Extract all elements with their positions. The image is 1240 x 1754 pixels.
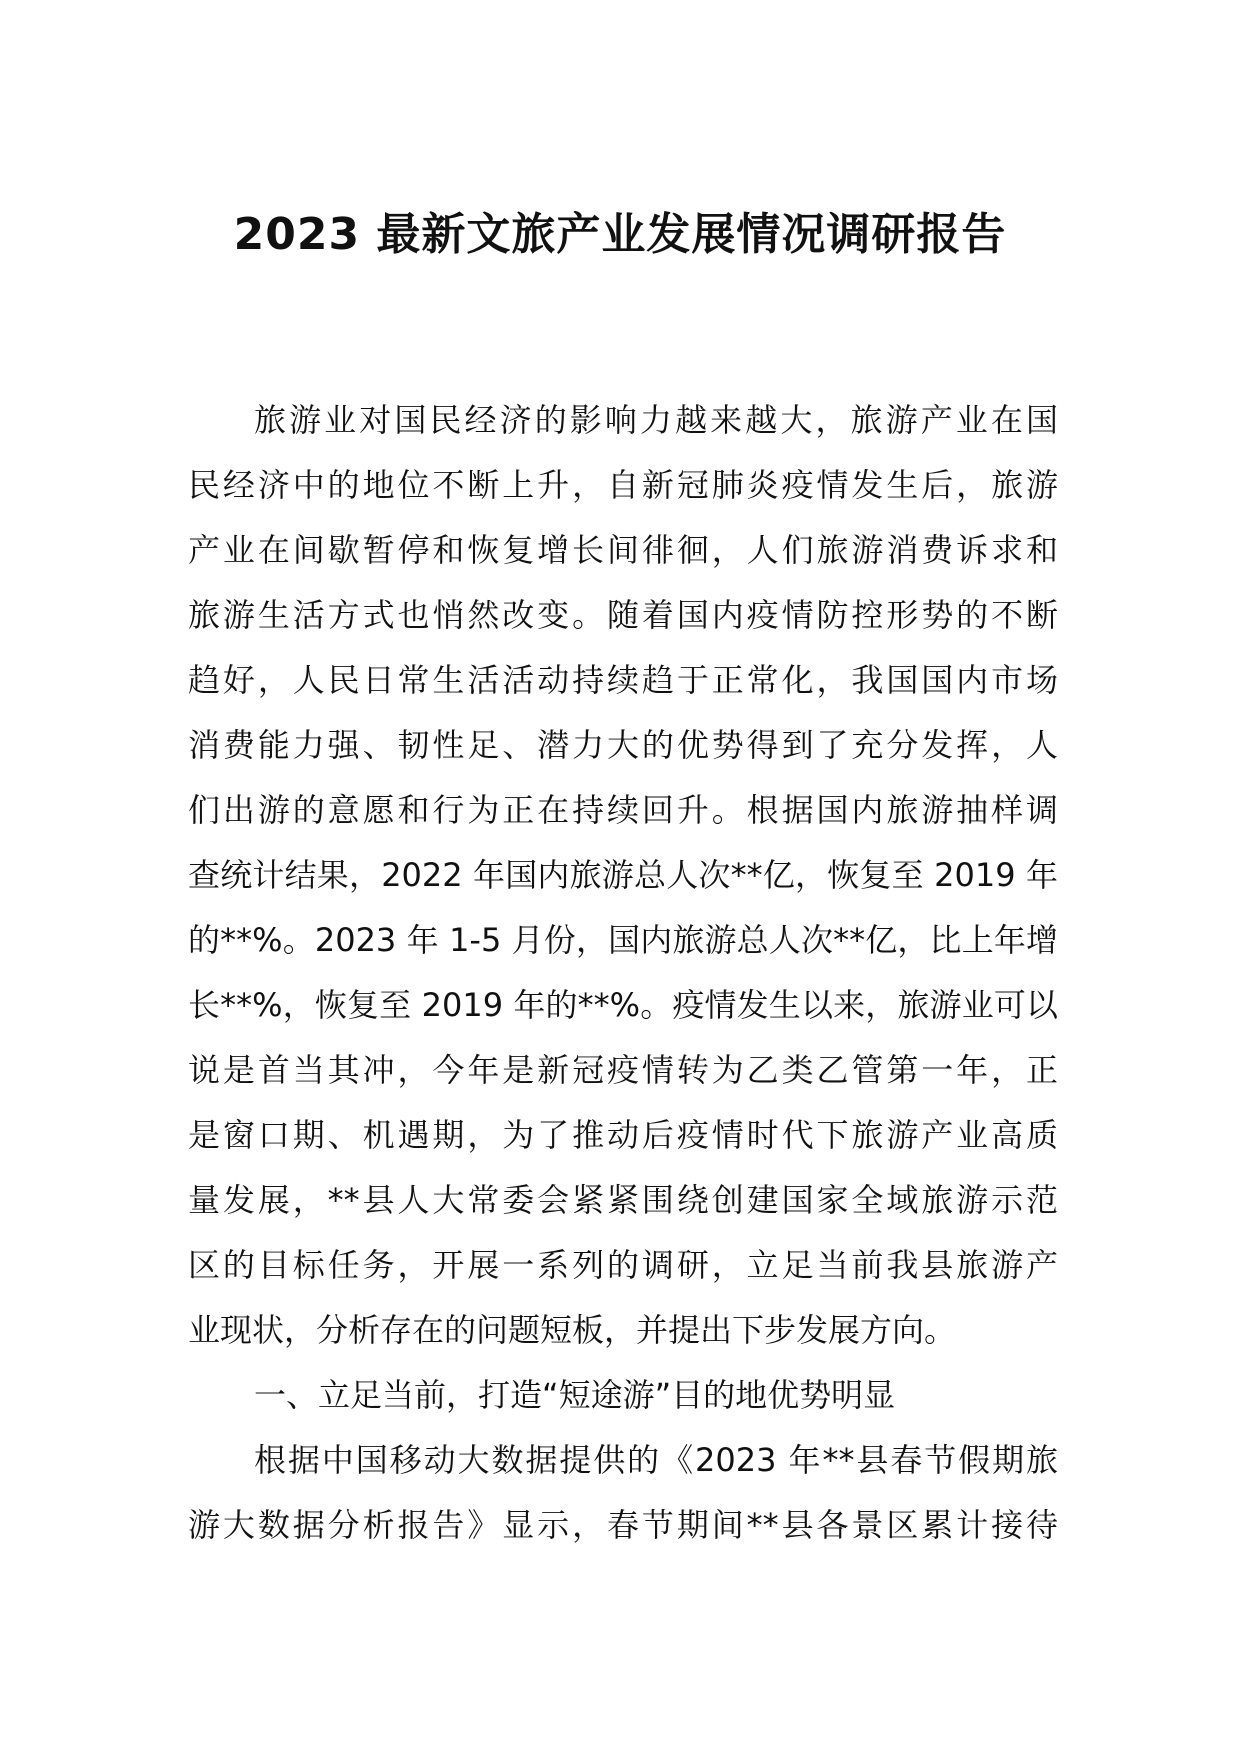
text-line: 民经济中的地位不断上升，自新冠肺炎疫情发生后，旅游 xyxy=(188,466,1058,504)
text-line: 旅游业对国民经济的影响力越来越大，旅游产业在国 xyxy=(254,401,1058,439)
text-line: 根据中国移动大数据提供的《2023 年**县春节假期旅 xyxy=(254,1441,1058,1479)
text-line: 区的目标任务，开展一系列的调研，立足当前我县旅游产 xyxy=(188,1246,1058,1284)
text-line: 一、立足当前，打造“短途游”目的地优势明显 xyxy=(254,1376,896,1414)
text-line: 的**%。2023 年 1-5 月份，国内旅游总人次**亿，比上年增 xyxy=(188,921,1058,959)
text-line: 长**%，恢复至 2019 年的**%。疫情发生以来，旅游业可以 xyxy=(188,986,1058,1024)
text-line: 是窗口期、机遇期，为了推动后疫情时代下旅游产业高质 xyxy=(188,1116,1058,1154)
text-line: 消费能力强、韧性足、潜力大的优势得到了充分发挥，人 xyxy=(188,726,1058,764)
text-line: 说是首当其冲，今年是新冠疫情转为乙类乙管第一年，正 xyxy=(188,1051,1058,1089)
text-line: 产业在间歇暂停和恢复增长间徘徊，人们旅游消费诉求和 xyxy=(188,531,1058,569)
text-line: 查统计结果，2022 年国内旅游总人次**亿，恢复至 2019 年 xyxy=(188,856,1058,894)
text-line: 们出游的意愿和行为正在持续回升。根据国内旅游抽样调 xyxy=(188,791,1058,829)
document-title: 2023 最新文旅产业发展情况调研报告 xyxy=(233,209,1007,260)
document-body xyxy=(188,388,1058,1558)
text-line: 旅游生活方式也悄然改变。随着国内疫情防控形势的不断 xyxy=(188,596,1058,634)
text-line: 趋好，人民日常生活活动持续趋于正常化，我国国内市场 xyxy=(188,661,1058,699)
text-line: 业现状，分析存在的问题短板，并提出下步发展方向。 xyxy=(188,1311,957,1349)
text-line: 量发展，**县人大常委会紧紧围绕创建国家全域旅游示范 xyxy=(188,1181,1058,1219)
text-line: 游大数据分析报告》显示，春节期间**县各景区累计接待 xyxy=(188,1506,1058,1544)
